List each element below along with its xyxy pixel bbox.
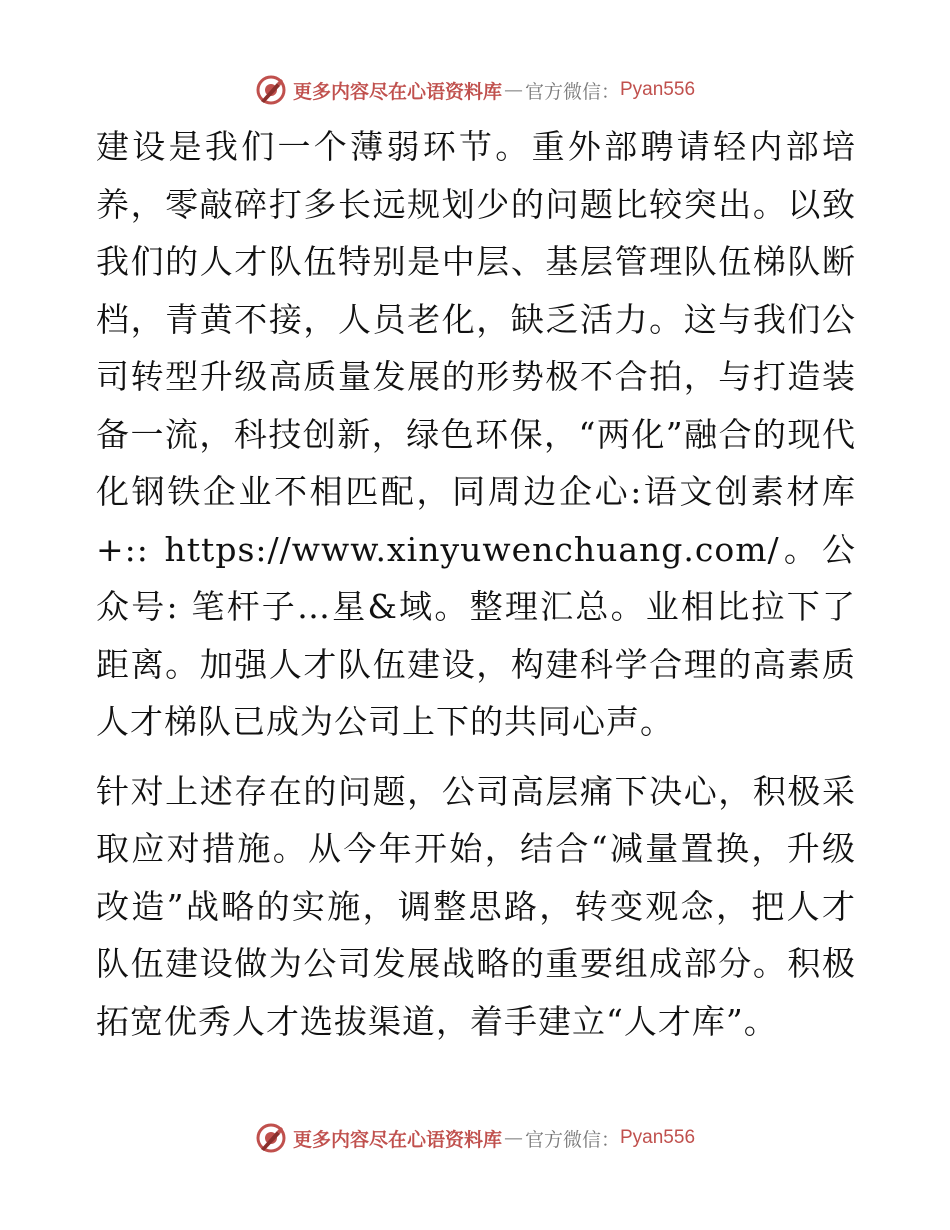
footer-brand-text: 更多内容尽在心语资料库 <box>292 1128 502 1151</box>
red-pen-circle-icon <box>255 1122 287 1154</box>
red-pen-circle-icon <box>255 74 287 106</box>
body-paragraph-2: 针对上述存在的问题，公司高层痛下决心，积极采取应对措施。从今年开始，结合“减量置换，升级改造”战略的实施，调整思路，转变观念，把人才队伍建设做为公司发展战略的重要组成部分。积极拓宽优秀人才选拔渠道，着手建立“人才库”。 <box>96 771 856 1041</box>
footer-banner <box>0 1118 950 1158</box>
body-paragraph-1: 建设是我们一个薄弱环节。重外部聘请轻内部培养，零敲碎打多长远规划少的问题比较突出。以致我们的人才队伍特别是中层、基层管理队伍梯队断档，青黄不接，人员老化，缺乏活力。这与我们公司转型升级高质量发展的形势极不合拍，与打造装备一流，科技创新，绿色环保，“两化”融合的现代化钢铁企业不相匹配，同周边企心:语文创素材库+:: https://www.xinyuwenchuang.com/。公众号: 笔杆子…星&域。整理汇总。业相比拉下了距离。加强人才队伍建设，构建科学合理的高素质人才梯队已成为公司上下的共同心声。 <box>96 127 856 741</box>
document-body <box>96 118 856 1050</box>
header-dash: — <box>503 79 523 101</box>
footer-wechat-id: Pyan556 <box>620 1127 696 1148</box>
header-banner <box>0 70 950 110</box>
footer-dash: — <box>503 1127 523 1149</box>
header-brand-text: 更多内容尽在心语资料库 <box>292 80 502 103</box>
header-official-label: 官方微信： <box>524 80 620 103</box>
footer-official-label: 官方微信： <box>524 1128 620 1151</box>
header-wechat-id: Pyan556 <box>620 79 696 100</box>
